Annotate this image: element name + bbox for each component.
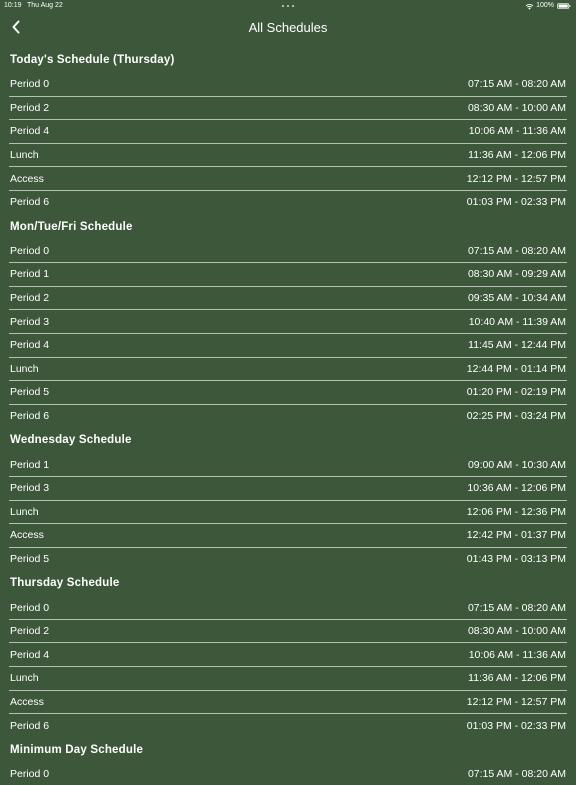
schedule-row xyxy=(9,477,567,501)
period-time: 12:42 PM - 01:37 PM xyxy=(466,529,566,542)
period-name: Period 6 xyxy=(10,410,50,423)
schedule-row xyxy=(9,97,567,121)
period-time: 11:36 AM - 12:06 PM xyxy=(468,672,566,685)
section-title: Wednesday Schedule xyxy=(10,434,132,447)
schedule-row xyxy=(9,73,567,97)
period-name: Period 4 xyxy=(10,339,50,352)
battery-icon xyxy=(556,3,572,9)
schedule-row xyxy=(9,167,567,191)
period-time: 07:15 AM - 08:20 AM xyxy=(467,78,566,91)
navigation-bar xyxy=(0,12,576,44)
period-time: 10:36 AM - 12:06 PM xyxy=(467,482,566,495)
schedule-row xyxy=(9,620,567,644)
period-time: 12:06 PM - 12:36 PM xyxy=(466,505,566,518)
period-name: Period 2 xyxy=(10,101,50,114)
period-name: Lunch xyxy=(10,362,39,375)
period-name: Period 6 xyxy=(10,719,50,732)
schedule-row xyxy=(9,144,567,168)
period-time: 07:15 AM - 08:20 AM xyxy=(467,601,566,614)
schedule-row xyxy=(9,714,567,737)
status-date: Thu Aug 22 xyxy=(27,2,63,9)
schedule-row xyxy=(9,548,567,571)
period-name: Period 5 xyxy=(10,386,50,399)
period-name: Lunch xyxy=(10,505,39,518)
period-name: Period 6 xyxy=(10,196,50,209)
section-title: Minimum Day Schedule xyxy=(10,743,144,756)
schedule-section xyxy=(0,214,576,428)
schedule-list[interactable] xyxy=(0,47,576,785)
period-time: 07:15 AM - 08:20 AM xyxy=(467,768,566,781)
period-time: 01:03 PM - 02:33 PM xyxy=(466,196,566,209)
schedule-row xyxy=(9,120,567,144)
period-name: Period 2 xyxy=(10,292,50,305)
schedule-section xyxy=(0,737,576,785)
schedule-section xyxy=(0,570,576,737)
period-name: Period 3 xyxy=(10,482,50,495)
schedule-row xyxy=(9,240,567,264)
schedule-row xyxy=(9,763,567,785)
period-name: Period 4 xyxy=(10,125,50,138)
period-time: 09:00 AM - 10:30 AM xyxy=(467,458,566,471)
status-indicators xyxy=(525,0,572,12)
page-title: All Schedules xyxy=(248,20,328,35)
section-title: Today's Schedule (Thursday) xyxy=(10,54,175,66)
section-title: Thursday Schedule xyxy=(10,577,120,590)
schedule-section xyxy=(0,47,576,214)
period-name: Period 5 xyxy=(10,552,50,565)
period-time: 12:12 PM - 12:57 PM xyxy=(466,172,566,185)
schedule-row xyxy=(9,287,567,311)
period-time: 07:15 AM - 08:20 AM xyxy=(467,244,566,257)
period-time: 11:36 AM - 12:06 PM xyxy=(468,149,566,162)
schedule-row xyxy=(9,643,567,667)
period-name: Lunch xyxy=(10,672,39,685)
period-name: Access xyxy=(10,695,44,708)
period-name: Period 0 xyxy=(10,78,50,91)
period-time: 02:25 PM - 03:24 PM xyxy=(466,410,566,423)
period-time: 09:35 AM - 10:34 AM xyxy=(467,292,566,305)
wifi-icon xyxy=(525,3,534,10)
period-time: 08:30 AM - 10:00 AM xyxy=(467,101,566,114)
schedule-row xyxy=(9,596,567,620)
period-name: Period 1 xyxy=(10,458,50,471)
period-time: 10:40 AM - 11:39 AM xyxy=(468,315,566,328)
status-bar xyxy=(0,0,576,12)
period-name: Period 0 xyxy=(10,244,50,257)
schedule-row xyxy=(9,310,567,334)
schedule-row xyxy=(9,501,567,525)
schedule-row xyxy=(9,263,567,287)
schedule-row xyxy=(9,453,567,477)
period-name: Period 1 xyxy=(10,268,50,281)
section-title: Mon/Tue/Fri Schedule xyxy=(10,220,133,233)
schedule-row xyxy=(9,358,567,382)
period-time: 01:20 PM - 02:19 PM xyxy=(466,386,566,399)
schedule-row xyxy=(9,405,567,428)
schedule-row xyxy=(9,334,567,358)
period-time: 10:06 AM - 11:36 AM xyxy=(468,125,566,138)
schedule-row xyxy=(9,381,567,405)
schedule-section xyxy=(0,427,576,570)
period-name: Period 2 xyxy=(10,625,50,638)
multitasking-dots-icon[interactable] xyxy=(282,5,294,7)
period-time: 01:03 PM - 02:33 PM xyxy=(466,719,566,732)
period-time: 11:45 AM - 12:44 PM xyxy=(468,339,566,352)
battery-percentage: 100% xyxy=(536,2,554,9)
schedule-row xyxy=(9,524,567,548)
schedule-row xyxy=(9,191,567,214)
period-name: Period 3 xyxy=(10,315,50,328)
period-time: 01:43 PM - 03:13 PM xyxy=(466,552,566,565)
period-time: 12:44 PM - 01:14 PM xyxy=(466,362,566,375)
period-time: 08:30 AM - 09:29 AM xyxy=(467,268,566,281)
period-name: Period 4 xyxy=(10,648,50,661)
period-name: Period 0 xyxy=(10,768,50,781)
period-time: 12:12 PM - 12:57 PM xyxy=(466,695,566,708)
period-time: 10:06 AM - 11:36 AM xyxy=(468,648,566,661)
period-name: Lunch xyxy=(10,149,39,162)
period-name: Access xyxy=(10,529,44,542)
status-time: 10:19 xyxy=(4,2,22,9)
period-name: Period 0 xyxy=(10,601,50,614)
schedule-row xyxy=(9,691,567,715)
schedule-row xyxy=(9,667,567,691)
period-time: 08:30 AM - 10:00 AM xyxy=(467,625,566,638)
period-name: Access xyxy=(10,172,44,185)
